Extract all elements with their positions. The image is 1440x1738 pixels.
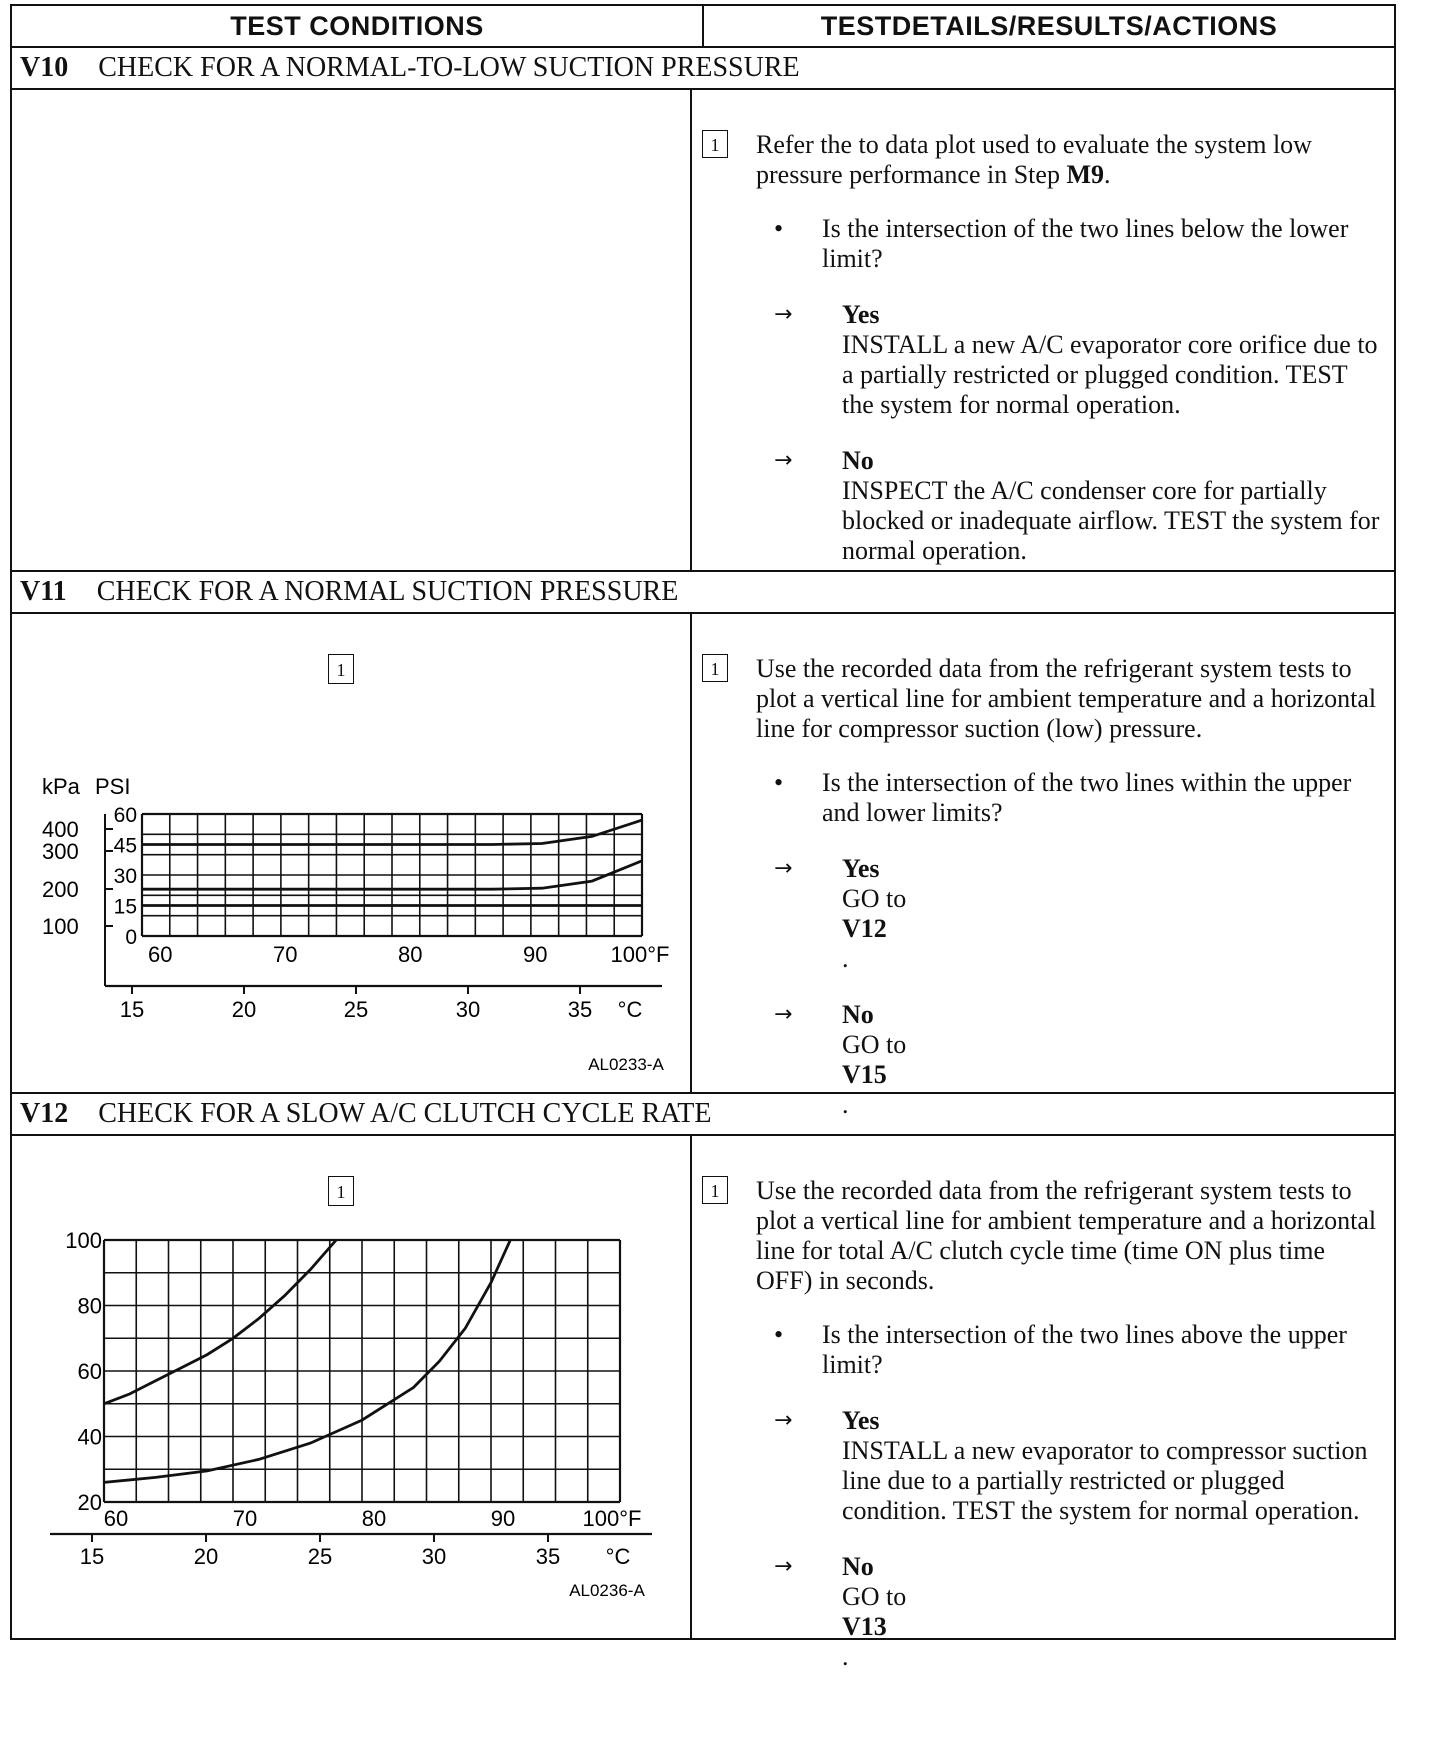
test-conditions-cell: [12, 90, 692, 570]
chart-series-line: [104, 1240, 336, 1404]
y-tick-label: 40: [77, 1424, 102, 1450]
question-bullet: [774, 768, 1380, 828]
kpa-tick-label: 100: [42, 914, 79, 939]
step-instruction: Use the recorded data from the refrigerant system tests to plot a vertical line for ambient temperature and a horizontal line for compressor suction (low) pressure.: [756, 654, 1377, 743]
section-v11-title: [12, 572, 1394, 614]
test-conditions-cell: [12, 614, 692, 1092]
no-action: INSPECT the A/C condenser core for partially blocked or inadequate airflow. TEST the system for normal operation.: [842, 476, 1380, 565]
step-number-box: 1: [328, 654, 354, 684]
section-id: V10: [20, 52, 69, 83]
section-v10-body: [12, 90, 1394, 572]
table-header: [12, 6, 1394, 48]
answer-no: → No GO to V13 .: [774, 1552, 907, 1671]
step-instruction: Use the recorded data from the refrigerant system tests to plot a vertical line for ambient temperature and a horizontal line for total A/C clutch cycle time (time ON plus time OFF) in seconds.: [756, 1176, 1377, 1295]
yes-reference: V12: [842, 914, 887, 943]
psi-tick-label: 15: [113, 895, 137, 919]
arrow-right-icon: →: [774, 1554, 793, 1579]
fahrenheit-tick-label: 80: [361, 1506, 387, 1531]
fahrenheit-tick-label: 100°F: [582, 1506, 642, 1531]
test-conditions-cell: [12, 1136, 692, 1638]
suction-pressure-chart: [12, 614, 692, 1084]
header-test-conditions: TEST CONDITIONS: [12, 6, 704, 46]
bullet-icon: •: [774, 214, 784, 243]
psi-tick-label: 30: [113, 865, 137, 888]
arrow-right-icon: →: [774, 1408, 793, 1433]
y-tick-label: 20: [77, 1490, 102, 1515]
fahrenheit-tick-label: 100°F: [610, 942, 670, 967]
fahrenheit-tick-label: 60: [103, 1506, 129, 1531]
figure-id: AL0236-A: [569, 1581, 645, 1600]
step-number-box: 1: [702, 654, 728, 682]
step-1: [702, 654, 1380, 744]
no-reference: V13: [842, 1612, 887, 1641]
celsius-tick-label: 15: [79, 1544, 105, 1569]
chart-series-line: [104, 1240, 510, 1482]
instruction-text: Refer the to data plot used to evaluate the system low pressure performance in Step: [756, 130, 1312, 189]
test-details-cell: [692, 90, 1394, 570]
psi-tick-label: 60: [113, 804, 137, 827]
step-number-box: 1: [702, 1176, 728, 1204]
celsius-tick-label: 35: [567, 997, 593, 1022]
celsius-tick-label: 15: [119, 997, 145, 1022]
no-label: No: [842, 1552, 874, 1581]
y-tick-label: 100: [65, 1228, 102, 1253]
answer-yes: → Yes GO to V12 .: [774, 854, 907, 973]
clutch-cycle-chart: [12, 1136, 692, 1636]
step-reference: M9: [1066, 160, 1104, 189]
question-text: Is the intersection of the two lines within the upper and lower limits?: [822, 768, 1352, 827]
answer-yes: [774, 300, 1380, 420]
fahrenheit-tick-label: 80: [398, 942, 423, 967]
section-title-text: CHECK FOR A SLOW A/C CLUTCH CYCLE RATE: [98, 1098, 712, 1129]
section-id: V12: [20, 1098, 69, 1129]
yes-label: Yes: [842, 1406, 880, 1435]
y-tick-label: 60: [77, 1359, 102, 1384]
diagnostic-table: [10, 4, 1396, 1671]
axis-unit-psi: PSI: [95, 774, 131, 799]
question-text: Is the intersection of the two lines above the upper limit?: [822, 1320, 1347, 1379]
fahrenheit-tick-label: 90: [490, 1506, 516, 1531]
celsius-tick-label: °C: [617, 997, 643, 1022]
celsius-tick-label: 30: [455, 997, 481, 1022]
step-1: [702, 1176, 1380, 1296]
no-label: No: [842, 446, 874, 475]
section-id: V11: [20, 576, 67, 607]
question-bullet: [774, 1320, 1380, 1380]
section-v12-body: [12, 1136, 1394, 1671]
celsius-tick-label: °C: [605, 1544, 631, 1569]
header-test-details: TESTDETAILS/RESULTS/ACTIONS: [820, 11, 1278, 41]
yes-action: GO to: [842, 884, 907, 913]
question-text: Is the intersection of the two lines below the lower limit?: [822, 214, 1349, 273]
axis-unit-kpa: kPa: [42, 774, 80, 799]
answer-no: → No GO to V15 .: [774, 1000, 907, 1119]
no-reference: V15: [842, 1060, 887, 1089]
fahrenheit-tick-label: 70: [232, 1506, 258, 1531]
kpa-tick-label: 400: [42, 817, 79, 842]
arrow-right-icon: →: [774, 1002, 793, 1027]
step-1: [702, 130, 1380, 190]
no-label: No: [842, 1000, 874, 1029]
yes-label: Yes: [842, 854, 880, 883]
answer-no: [774, 446, 1380, 566]
step-number-box: 1: [702, 130, 728, 158]
test-details-cell: [692, 614, 1394, 1119]
fahrenheit-tick-label: 60: [148, 942, 173, 967]
arrow-right-icon: →: [774, 448, 793, 473]
question-bullet: [774, 214, 1380, 274]
psi-tick-label: 45: [113, 834, 137, 858]
step-instruction: [756, 130, 1380, 190]
kpa-tick-label: 300: [42, 839, 79, 864]
yes-action: INSTALL a new A/C evaporator core orifice due to a partially restricted or plugged condition. TEST the system for normal operation.: [842, 330, 1378, 419]
yes-action: INSTALL a new evaporator to compressor suction line due to a partially restricted or plugged condition. TEST the system for normal operation.: [842, 1436, 1368, 1525]
fahrenheit-tick-label: 70: [273, 942, 298, 967]
figure-id: AL0233-A: [588, 1055, 664, 1074]
celsius-tick-label: 20: [193, 1544, 219, 1569]
kpa-tick-label: 200: [42, 877, 79, 902]
arrow-right-icon: →: [774, 302, 793, 327]
arrow-right-icon: →: [774, 856, 793, 881]
no-action: GO to: [842, 1030, 907, 1059]
test-details-cell: [692, 1136, 1394, 1671]
answer-yes: [774, 1406, 1380, 1526]
section-title-text: CHECK FOR A NORMAL SUCTION PRESSURE: [96, 576, 679, 607]
celsius-tick-label: 20: [231, 997, 257, 1022]
section-v10-title: [12, 48, 1394, 90]
no-action: GO to: [842, 1582, 907, 1611]
bullet-icon: •: [774, 768, 784, 797]
section-title-text: CHECK FOR A NORMAL-TO-LOW SUCTION PRESSURE: [98, 52, 800, 83]
celsius-tick-label: 25: [343, 997, 369, 1022]
step-number-box: 1: [328, 1176, 354, 1206]
celsius-tick-label: 25: [307, 1544, 333, 1569]
yes-label: Yes: [842, 300, 880, 329]
celsius-tick-label: 30: [421, 1544, 447, 1569]
instruction-end: .: [1104, 160, 1111, 189]
bullet-icon: •: [774, 1320, 784, 1349]
fahrenheit-tick-label: 90: [523, 942, 548, 967]
y-tick-label: 80: [77, 1293, 102, 1319]
celsius-tick-label: 35: [535, 1544, 561, 1569]
psi-tick-label: 0: [125, 926, 137, 949]
